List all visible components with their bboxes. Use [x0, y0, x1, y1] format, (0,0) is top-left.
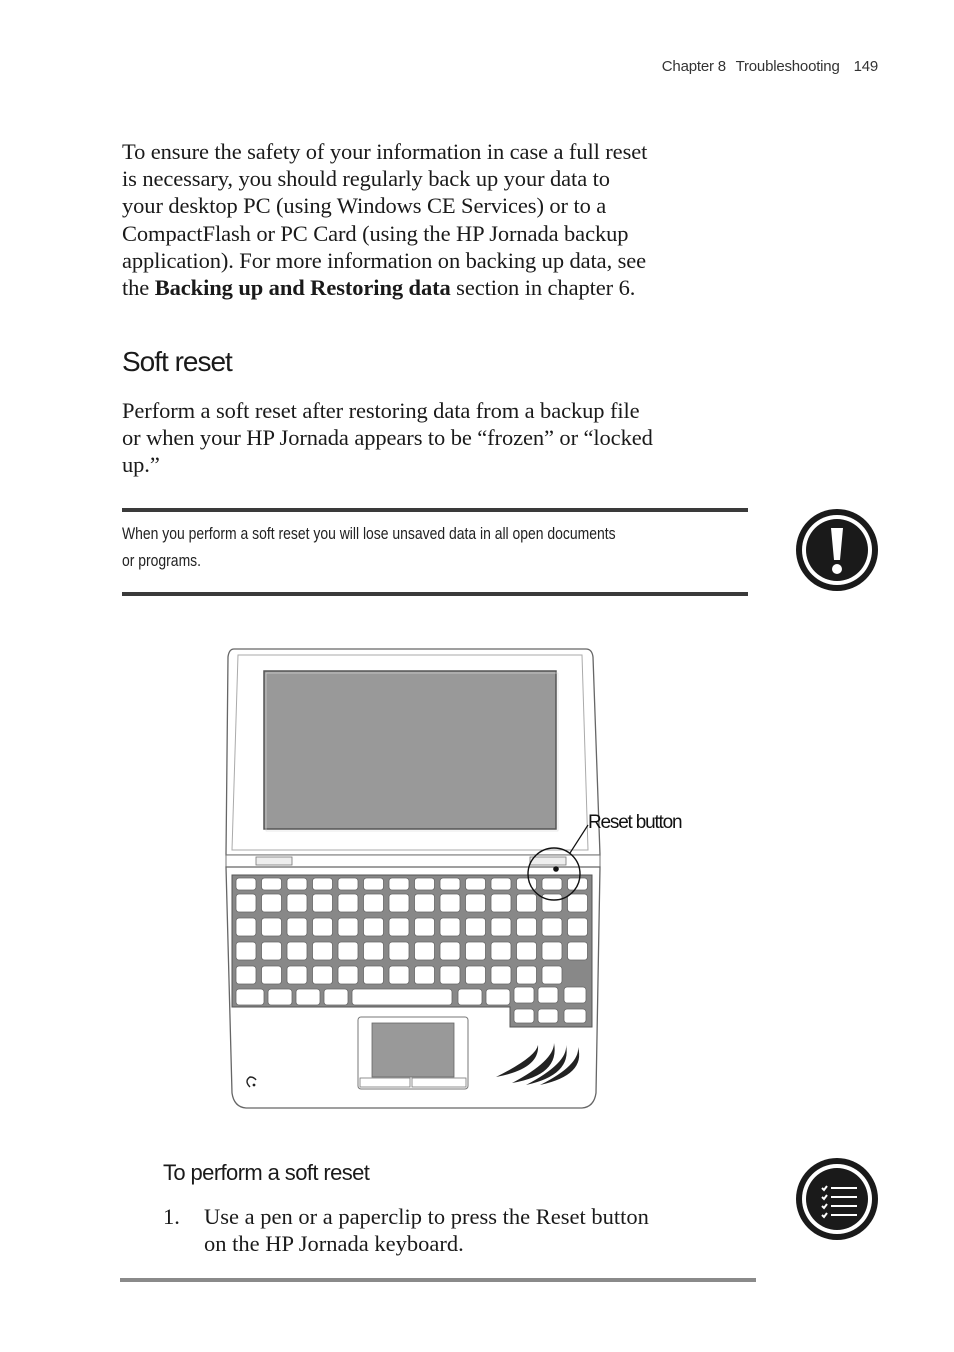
keyboard-key [491, 918, 511, 936]
warning-note [122, 520, 696, 574]
keyboard-key [466, 878, 486, 890]
body-line: up.” [122, 452, 160, 478]
keyboard-key [542, 918, 562, 936]
running-header [520, 58, 878, 75]
procedure-heading: To perform a soft reset [163, 1160, 370, 1185]
keyboard-key [389, 894, 409, 912]
keyboard-key [514, 1009, 534, 1023]
keyboard-key [389, 942, 409, 960]
keyboard-key [287, 894, 307, 912]
note-bottom-rule [122, 592, 748, 596]
keyboard-key [440, 942, 460, 960]
keyboard-key [415, 878, 435, 890]
header-chapter: Chapter 8 [661, 58, 726, 75]
keyboard-key [517, 966, 537, 984]
keyboard-key [458, 989, 482, 1005]
keyboard-key [338, 918, 358, 936]
keyboard-key [542, 966, 562, 984]
keyboard-key [491, 942, 511, 960]
keyboard-key [466, 966, 486, 984]
keyboard-key [287, 942, 307, 960]
keyboard-key [564, 987, 586, 1003]
section-reference: Backing up and Restoring data [154, 275, 451, 301]
keyboard-key [538, 1009, 558, 1023]
keyboard-key [542, 878, 562, 890]
intro-line: your desktop PC (using Windows CE Services) or to a [122, 193, 607, 219]
note-line: When you perform a soft reset you will lose unsaved data in all open documents [122, 524, 616, 543]
intro-paragraph [122, 138, 752, 301]
device-illustration [220, 645, 610, 1115]
keyboard-key [268, 989, 292, 1005]
keyboard-key [364, 942, 384, 960]
keyboard-key [517, 918, 537, 936]
keyboard-key [415, 918, 435, 936]
keyboard-key [338, 894, 358, 912]
keyboard-key [364, 966, 384, 984]
keyboard-key [517, 878, 537, 890]
keyboard-key [236, 989, 264, 1005]
keyboard-key [517, 894, 537, 912]
keyboard-key [236, 942, 256, 960]
intro-line: To ensure the safety of your information in case a full reset [122, 139, 648, 164]
keyboard-key [352, 989, 452, 1005]
page-number: 149 [853, 58, 878, 75]
keyboard-key [415, 894, 435, 912]
keyboard-key [364, 918, 384, 936]
keyboard-key [568, 942, 588, 960]
intro-line: application). For more information on backing up data, see [122, 247, 647, 273]
keyboard-key [542, 894, 562, 912]
keyboard-key [338, 942, 358, 960]
keyboard-key [440, 878, 460, 890]
keyboard-key [466, 918, 486, 936]
keyboard-key [517, 942, 537, 960]
keyboard-key [538, 987, 558, 1003]
note-top-rule [122, 508, 748, 512]
header-section: Troubleshooting [735, 58, 840, 75]
keyboard-key [491, 966, 511, 984]
keyboard-key [236, 894, 256, 912]
keyboard-key [466, 894, 486, 912]
intro-text: section in chapter 6. [450, 275, 636, 301]
keyboard-key [389, 966, 409, 984]
keyboard-key [440, 966, 460, 984]
keyboard-key [313, 942, 333, 960]
intro-line: is necessary, you should regularly back up your data to [122, 166, 610, 192]
keyboard-key [491, 878, 511, 890]
checklist-icon [795, 1157, 881, 1243]
keyboard-key [236, 966, 256, 984]
keyboard-key [236, 878, 256, 890]
keyboard-key [262, 918, 282, 936]
body-line: or when your HP Jornada appears to be “frozen” or “locked [122, 425, 653, 451]
keyboard-key [313, 918, 333, 936]
keyboard-key [262, 942, 282, 960]
keyboard-key [287, 966, 307, 984]
keyboard-key [389, 918, 409, 936]
keyboard-key [389, 878, 409, 890]
step-line: on the HP Jornada keyboard. [204, 1231, 464, 1257]
step-text [204, 1203, 754, 1257]
soft-reset-paragraph [122, 397, 752, 479]
keyboard-key [313, 878, 333, 890]
keyboard-key [364, 878, 384, 890]
keyboard-key [287, 878, 307, 890]
section-heading: Soft reset [122, 346, 232, 377]
keyboard-key [313, 966, 333, 984]
exclamation-icon [795, 508, 881, 594]
keyboard-key [364, 894, 384, 912]
keyboard-key [415, 942, 435, 960]
bottom-rule [120, 1278, 756, 1282]
keyboard-key [491, 894, 511, 912]
step-number: 1. [163, 1204, 180, 1229]
reset-button-callout: Reset button [588, 812, 682, 833]
keyboard-key [440, 894, 460, 912]
keyboard-key [296, 989, 320, 1005]
intro-line [122, 274, 752, 301]
keyboard-key [262, 878, 282, 890]
keyboard-key [568, 918, 588, 936]
keyboard-key [324, 989, 348, 1005]
keyboard-key [542, 942, 562, 960]
note-line: or programs. [122, 551, 202, 570]
keyboard-key [568, 894, 588, 912]
keyboard-key [338, 878, 358, 890]
keyboard-key [236, 918, 256, 936]
keyboard-key [287, 918, 307, 936]
keyboard-key [313, 894, 333, 912]
keyboard-key [262, 966, 282, 984]
intro-text: the [122, 275, 155, 301]
keyboard-key [440, 918, 460, 936]
intro-line: CompactFlash or PC Card (using the HP Jornada backup [122, 220, 629, 246]
keyboard-key [514, 987, 534, 1003]
keyboard-key [466, 942, 486, 960]
keyboard-key [338, 966, 358, 984]
keyboard-key [262, 894, 282, 912]
keyboard-key [486, 989, 510, 1005]
step-line: Use a pen or a paperclip to press the Reset button [204, 1204, 649, 1229]
keyboard-key [564, 1009, 586, 1023]
body-line: Perform a soft reset after restoring data from a backup file [122, 398, 640, 423]
keyboard-key [415, 966, 435, 984]
